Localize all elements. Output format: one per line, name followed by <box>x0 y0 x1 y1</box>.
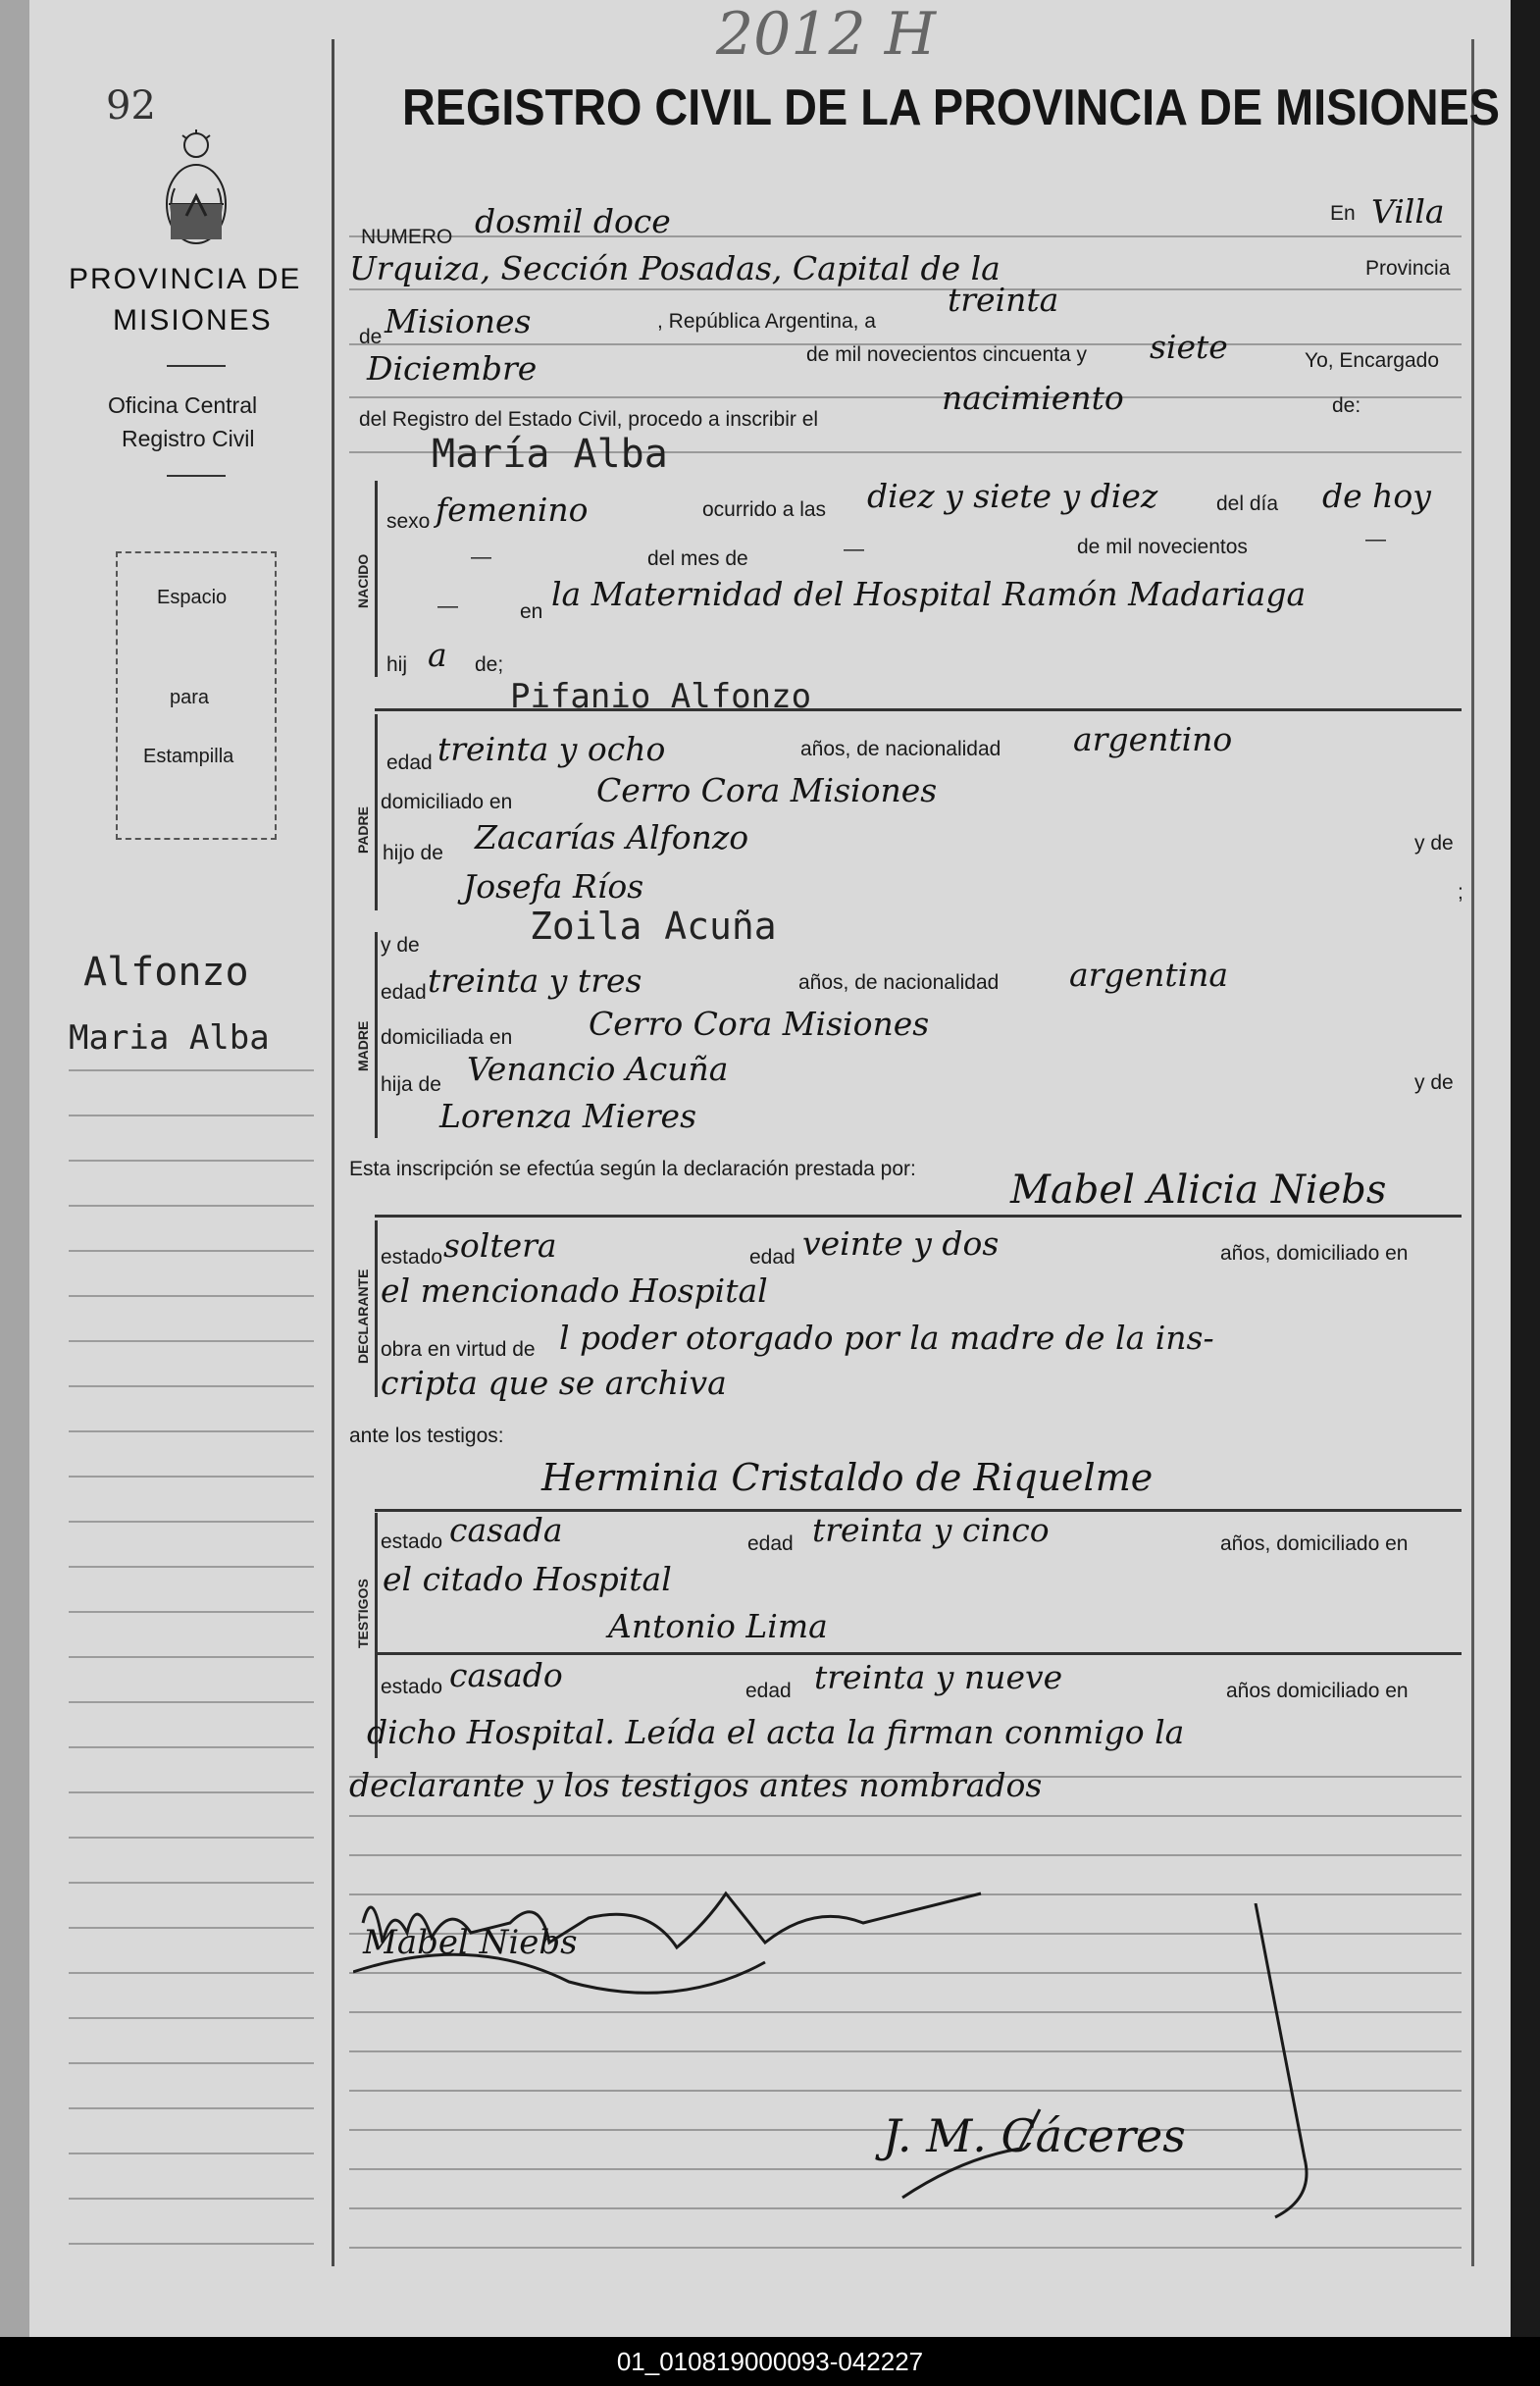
dash-3: — <box>1365 528 1386 550</box>
dash-1: — <box>471 545 491 568</box>
margin-ruled-line <box>69 1566 314 1568</box>
margin-ruled-line <box>69 1927 314 1929</box>
margin-ruled-line <box>69 1476 314 1478</box>
office-line1: Oficina Central <box>108 392 258 418</box>
margin-ruled-line <box>69 2107 314 2109</box>
margin-ruled-line <box>69 1250 314 1252</box>
margin-ruled-line <box>69 1656 314 1658</box>
declarante-label: DECLARANTE <box>355 1269 371 1364</box>
top-annotation: 2012 H <box>716 0 937 69</box>
padre-dom-label: domiciliado en <box>381 791 513 813</box>
madre-y-de: y de <box>381 934 420 957</box>
de-colon: de: <box>1332 394 1361 417</box>
year-label: de mil novecientos cincuenta y <box>806 343 1087 366</box>
dash-4: — <box>437 595 458 617</box>
testigo2-edad-value: treinta y nueve <box>814 1658 1063 1696</box>
ruled-line <box>349 2247 1462 2249</box>
dia-value: de hoy <box>1322 477 1431 515</box>
madre-dom-label: domiciliada en <box>381 1026 513 1049</box>
ruled-line <box>349 1815 1462 1817</box>
mes-label: del mes de <box>647 547 748 570</box>
office-divider <box>167 475 226 477</box>
act-value: nacimiento <box>942 379 1124 417</box>
column-divider <box>332 39 334 2266</box>
provincia-label: Provincia <box>1365 257 1451 280</box>
madre-bracket <box>375 932 378 1138</box>
declarant-name: Mabel Alicia Niebs <box>1010 1167 1387 1213</box>
hij-de: de; <box>475 653 504 676</box>
testigo1-estado-label: estado <box>381 1530 443 1553</box>
nacido-label: NACIDO <box>355 553 371 608</box>
madre-edad-label: edad <box>381 981 427 1004</box>
dash-2: — <box>844 538 864 560</box>
margin-given-name: Maria Alba <box>69 1018 270 1058</box>
hij-value: a <box>428 636 447 674</box>
declarante-obra-label: obra en virtud de <box>381 1338 536 1361</box>
padre-dom-value: Cerro Cora Misiones <box>596 771 938 809</box>
madre-nac-label: años, de nacionalidad <box>798 971 1000 994</box>
testigo2-estado-label: estado <box>381 1676 443 1698</box>
stamp-line2: para <box>170 687 210 708</box>
nacido-bracket <box>375 481 378 677</box>
day-value: treinta <box>948 281 1059 319</box>
sexo-label: sexo <box>386 510 431 533</box>
testigo2-dom-value: dicho Hospital. Leída el acta la firman conmigo la <box>367 1713 1185 1751</box>
margin-ruled-line <box>69 1791 314 1793</box>
margin-ruled-line <box>69 1746 314 1748</box>
province-line1: PROVINCIA DE <box>69 263 302 295</box>
madre-y-de2: y de <box>1414 1071 1454 1094</box>
testigo2-name: Antonio Lima <box>608 1607 828 1645</box>
testigo1-name: Herminia Cristaldo de Riquelme <box>541 1456 1154 1499</box>
hora-value: diez y siete y diez <box>867 477 1158 515</box>
year-value: siete <box>1150 328 1228 366</box>
place-value: Urquiza, Sección Posadas, Capital de la <box>349 249 1001 287</box>
coat-of-arms-icon <box>157 128 235 255</box>
stamp-line3: Estampilla <box>143 746 234 767</box>
padre-nac-label: años, de nacionalidad <box>800 738 1001 760</box>
margin-ruled-line <box>69 1701 314 1703</box>
province-line2: MISIONES <box>113 304 273 337</box>
republica-label: , República Argentina, a <box>657 310 876 333</box>
page-number: 92 <box>106 83 156 129</box>
margin-ruled-line <box>69 1069 314 1071</box>
madre-hija-label: hija de <box>381 1073 441 1096</box>
padre-edad-value: treinta y ocho <box>437 730 666 768</box>
signature-right: J. M. Cáceres <box>883 2109 1186 2162</box>
testigo1-edad-label: edad <box>747 1532 794 1555</box>
ruled-line <box>349 1854 1462 1856</box>
document-id-bar: 01_010819000093-042227 <box>0 2337 1540 2386</box>
lugar-label: en <box>520 600 543 623</box>
madre-edad-value: treinta y tres <box>428 961 642 1000</box>
margin-ruled-line <box>69 1837 314 1839</box>
madre-name: Zoila Acuña <box>530 905 777 948</box>
margin-ruled-line <box>69 1295 314 1297</box>
margin-ruled-line <box>69 2062 314 2064</box>
margin-ruled-line <box>69 2017 314 2019</box>
hora-label: ocurrido a las <box>702 498 827 521</box>
declarante-dom-label: años, domiciliado en <box>1220 1242 1409 1265</box>
margin-ruled-line <box>69 1972 314 1974</box>
testigos-label: TESTIGOS <box>355 1579 371 1648</box>
declarante-obra-value2: cripta que se archiva <box>381 1364 727 1402</box>
madre-dom-value: Cerro Cora Misiones <box>589 1005 930 1043</box>
margin-ruled-line <box>69 1385 314 1387</box>
padre-father-value: Zacarías Alfonzo <box>475 818 749 856</box>
ruled-line <box>349 396 1462 398</box>
testigos-intro: ante los testigos: <box>349 1425 504 1447</box>
en-value: Villa <box>1371 192 1445 231</box>
margin-ruled-line <box>69 1611 314 1613</box>
padre-mother-value: Josefa Ríos <box>463 867 644 906</box>
numero-label: NUMERO <box>361 226 453 248</box>
declarante-estado-value: soltera <box>443 1226 557 1265</box>
margin-ruled-line <box>69 1882 314 1884</box>
declarante-edad-label: edad <box>749 1246 796 1269</box>
testigo1-dom-value: el citado Hospital <box>383 1560 672 1598</box>
stamp-line1: Espacio <box>157 587 228 608</box>
signature-scribble-right <box>844 1903 1354 2237</box>
madre-mother-value: Lorenza Mieres <box>439 1097 697 1135</box>
lugar-value: la Maternidad del Hospital Ramón Madariaga <box>551 575 1307 613</box>
signature-left: Mabel Niebs <box>363 1923 578 1962</box>
declarante-edad-value: veinte y dos <box>802 1224 1000 1263</box>
padre-semicolon: ; <box>1458 881 1463 904</box>
en-label: En <box>1330 202 1356 225</box>
margin-ruled-line <box>69 1430 314 1432</box>
ruled-line <box>349 288 1462 290</box>
testigo1-estado-value: casada <box>449 1511 563 1549</box>
testigo2-edad-label: edad <box>745 1680 792 1702</box>
testigo1-dom-label: años, domiciliado en <box>1220 1532 1409 1555</box>
right-margin-line <box>1471 39 1474 2266</box>
padre-hijo-label: hijo de <box>383 842 443 864</box>
province-value: Misiones <box>385 302 532 340</box>
closing-text: declarante y los testigos antes nombrados <box>349 1766 1043 1804</box>
margin-ruled-line <box>69 1521 314 1523</box>
padre-name: Pifanio Alfonzo <box>510 677 812 716</box>
margin-surname: Alfonzo <box>83 950 249 995</box>
declarante-obra-value1: l poder otorgado por la madre de la ins- <box>559 1319 1214 1357</box>
declarante-top-rule <box>375 1215 1462 1218</box>
margin-ruled-line <box>69 2243 314 2245</box>
declaracion-intro: Esta inscripción se efectúa según la declaración prestada por: <box>349 1158 916 1180</box>
declarante-dom-value: el mencionado Hospital <box>381 1271 768 1310</box>
encargado-label: Yo, Encargado <box>1305 349 1440 372</box>
madre-father-value: Venancio Acuña <box>467 1050 729 1088</box>
de-label: de <box>359 326 383 348</box>
testigo1-edad-value: treinta y cinco <box>812 1511 1050 1549</box>
margin-ruled-line <box>69 1340 314 1342</box>
month-value: Diciembre <box>367 349 538 388</box>
book-spine <box>0 0 29 2337</box>
page-title: REGISTRO CIVIL DE LA PROVINCIA DE MISIONES <box>402 79 1500 136</box>
hij-label: hij <box>386 653 408 676</box>
padre-bracket <box>375 714 378 910</box>
padre-label: PADRE <box>355 806 371 854</box>
madre-label: MADRE <box>355 1020 371 1071</box>
declarante-bracket <box>375 1220 378 1397</box>
declarante-estado-label: estado <box>381 1246 443 1269</box>
anio-label: de mil novecientos <box>1077 536 1248 558</box>
margin-ruled-line <box>69 2198 314 2200</box>
padre-y-de: y de <box>1414 832 1454 855</box>
margin-ruled-line <box>69 1115 314 1116</box>
child-name: María Alba <box>432 432 668 477</box>
dia-label: del día <box>1216 493 1279 515</box>
sexo-value: femenino <box>436 491 589 529</box>
margin-ruled-line <box>69 1205 314 1207</box>
office-line2: Registro Civil <box>122 426 255 451</box>
padre-edad-label: edad <box>386 752 433 774</box>
header-divider <box>167 365 226 367</box>
testigo2-estado-value: casado <box>449 1656 563 1694</box>
numero-value: dosmil doce <box>475 202 671 240</box>
padre-nac-value: argentino <box>1073 720 1233 758</box>
margin-ruled-line <box>69 1160 314 1162</box>
registro-label: del Registro del Estado Civil, procedo a inscribir el <box>359 408 819 431</box>
madre-nac-value: argentina <box>1069 956 1229 994</box>
testigo2-dom-label: años domiciliado en <box>1226 1680 1409 1702</box>
margin-ruled-line <box>69 2153 314 2154</box>
testigo2-rule <box>375 1652 1462 1655</box>
